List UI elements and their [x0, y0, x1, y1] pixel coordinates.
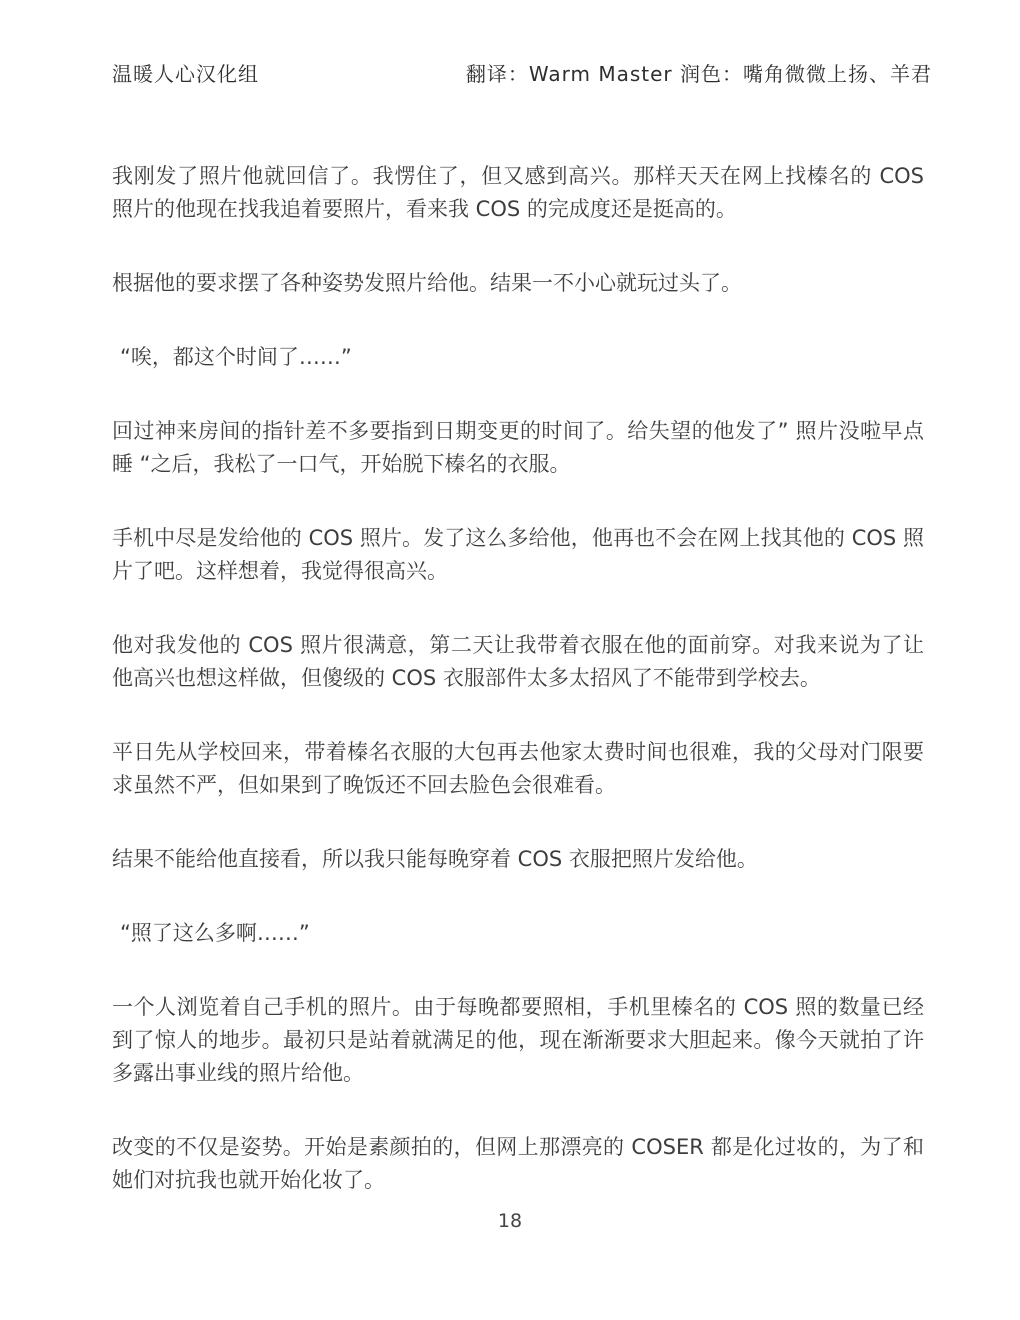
body-paragraph: 根据他的要求摆了各种姿势发照片给他。结果一不小心就玩过头了。: [112, 271, 742, 295]
quote-paragraph: “照了这么多啊……”: [120, 921, 310, 945]
quote-paragraph: “唉，都这个时间了……”: [120, 345, 352, 369]
translator-credits: 翻译：Warm Master 润色：嘴角微微上扬、羊君: [465, 62, 932, 86]
body-paragraph: 他对我发他的 COS 照片很满意，第二天让我带着衣服在他的面前穿。对我来说为了让他高兴也想这样做，但傻级的 COS 衣服部件太多太招风了不能带到学校去。: [112, 633, 924, 690]
body-paragraph: 一个人浏览着自己手机的照片。由于每晚都要照相，手机里榛名的 COS 照的数量已经到了惊人的地步。最初只是站着就满足的他，现在渐渐要求大胆起来。像今天就拍了许多露出事业线的照片给他。: [112, 995, 924, 1085]
body-paragraph: 手机中尽是发给他的 COS 照片。发了这么多给他，他再也不会在网上找其他的 COS 照片了吧。这样想着，我觉得很高兴。: [112, 526, 924, 583]
body-paragraph: 平日先从学校回来，带着榛名衣服的大包再去他家太费时间也很难，我的父母对门限要求虽然不严，但如果到了晚饭还不回去脸色会很难看。: [112, 740, 924, 797]
body-paragraph: 改变的不仅是姿势。开始是素颜拍的，但网上那漂亮的 COSER 都是化过妆的，为了和她们对抗我也就开始化妆了。: [112, 1135, 924, 1192]
body-paragraph: 结果不能给他直接看，所以我只能每晚穿着 COS 衣服把照片发给他。: [112, 847, 758, 871]
body-paragraph: 回过神来房间的指针差不多要指到日期变更的时间了。给失望的他发了” 照片没啦早点睡 “之后，我松了一口气，开始脱下榛名的衣服。: [112, 419, 924, 476]
page-header: [112, 58, 932, 87]
body-paragraph: 我刚发了照片他就回信了。我愣住了，但又感到高兴。那样天天在网上找榛名的 COS 照片的他现在找我追着要照片，看来我 COS 的完成度还是挺高的。: [112, 164, 924, 221]
page-number: 18: [497, 1210, 523, 1232]
body-text: [112, 160, 924, 1238]
translation-group-name: 温暖人心汉化组: [112, 62, 259, 86]
